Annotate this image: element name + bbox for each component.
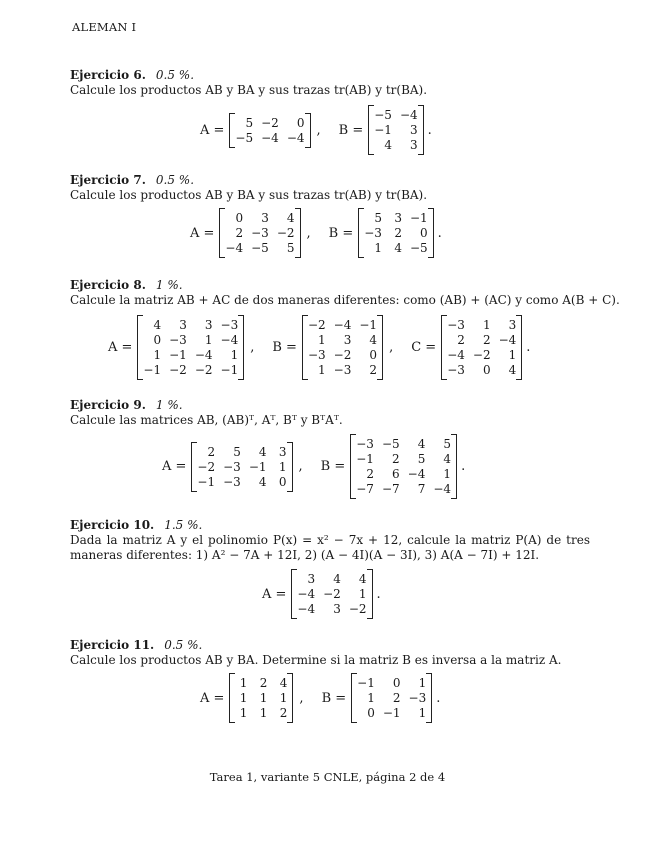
matrix-entry: 1	[239, 676, 248, 690]
matrix-entry: −2	[307, 318, 326, 332]
matrix-entry: 1	[239, 691, 248, 705]
matrix-entry: 5	[374, 211, 382, 225]
exercise-number: Ejercicio 8.	[70, 278, 146, 292]
matrix-entry: 2	[392, 452, 400, 466]
matrix-entry: −4	[407, 467, 426, 481]
matrix-name: A =	[108, 340, 133, 355]
matrix-entry: −5	[251, 241, 269, 255]
matrix-entry: 3	[343, 333, 352, 347]
matrix-punctuation: .	[376, 586, 381, 602]
exercise-title	[70, 278, 183, 292]
matrix-entry: −1	[197, 474, 216, 489]
matrix-entry: −3	[307, 348, 326, 362]
exercise-title	[70, 518, 202, 532]
matrix-entry: 2	[366, 467, 374, 481]
matrix-name: B =	[321, 690, 347, 706]
matrix-entry: −1	[382, 706, 401, 720]
matrix-entry: 5	[286, 241, 295, 255]
matrix	[219, 209, 300, 257]
matrix-entry: −3	[333, 363, 352, 377]
matrix-entry: 1	[239, 706, 248, 720]
matrix-entry: 2	[369, 363, 378, 377]
matrix-entry: −4	[194, 348, 213, 362]
exercise-points: 1.5 %.	[164, 518, 203, 532]
matrix-entry: −4	[297, 587, 316, 601]
running-head: ALEMAN I	[72, 20, 137, 34]
exercise-points: 1 %.	[155, 278, 183, 292]
matrix-entry: −1	[169, 348, 187, 362]
matrix-entry: −2	[323, 587, 341, 601]
matrix-entry: −3	[447, 318, 465, 332]
exercise-statement: Calcule las matrices AB, (AB)ᵀ, Aᵀ, Bᵀ y BᵀAᵀ.	[70, 413, 343, 427]
matrix-entry: −3	[223, 474, 241, 489]
matrix-punctuation: .	[437, 225, 442, 241]
matrix-entry: −1	[248, 459, 267, 474]
matrix-entry: 0	[278, 474, 287, 489]
matrix-entry: −1	[143, 363, 162, 377]
matrix-entry: 3	[261, 211, 269, 225]
matrix-entry: 3	[410, 123, 418, 137]
matrix-entry: 0	[420, 226, 428, 240]
exercise-statement: Dada la matriz A y el polinomio P(x) = x² − 7x + 12, calcule la matriz P(A) de tres maneras diferentes: 1) A² − 7A + 12I, 2) (A − 4I)(A − 3I), 3) A(A − 7I) + 12I.	[70, 533, 590, 562]
matrix-entry: 5	[417, 452, 426, 466]
matrix-entry: −7	[356, 482, 374, 496]
exercise-points: 0.5 %.	[164, 638, 203, 652]
matrix	[358, 209, 433, 257]
matrix-name: C =	[411, 340, 437, 355]
matrix-entry: 3	[278, 444, 287, 459]
matrix-entry: 4	[286, 211, 295, 225]
matrix-entry: 6	[392, 467, 400, 481]
equation-line	[190, 209, 442, 257]
matrix-entry: 1	[259, 691, 268, 705]
matrix-name: B =	[320, 459, 346, 474]
matrix	[441, 316, 522, 379]
matrix-entry: −3	[169, 333, 187, 347]
matrix-entry: −2	[197, 459, 216, 474]
exercise-statement: Calcule los productos AB y BA. Determine si la matriz B es inversa a la matriz A.	[70, 653, 562, 667]
matrix-entry: −4	[261, 130, 279, 145]
matrix	[302, 316, 383, 379]
matrix	[291, 570, 372, 618]
matrix-entry: 1	[153, 348, 162, 362]
matrix-name: B =	[328, 225, 354, 241]
matrix-entry: 2	[392, 691, 401, 705]
page-footer: Tarea 1, variante 5 CNLE, página 2 de 4	[209, 770, 446, 784]
matrix-entry: −1	[374, 123, 392, 137]
exercise-points: 1 %.	[155, 398, 183, 412]
matrix-entry: −1	[409, 211, 428, 225]
matrix-entry: 1	[418, 676, 427, 690]
matrix-entry: −2	[276, 226, 295, 240]
exercise-number: Ejercicio 7.	[70, 173, 146, 187]
matrix-entry: −5	[235, 130, 254, 145]
matrix	[229, 674, 293, 722]
matrix-entry: −4	[333, 318, 352, 332]
exercise-title	[70, 638, 202, 652]
matrix-entry: −5	[409, 241, 428, 255]
matrix-name: A =	[200, 122, 225, 138]
matrix-entry: 2	[207, 444, 216, 459]
matrix-entry: −3	[220, 318, 239, 332]
matrix-entry: −4	[399, 108, 418, 122]
exercise-statement: Calcule la matriz AB + AC de dos maneras diferentes: como (AB) + (AC) y como A(B + C).	[70, 293, 620, 307]
matrix-entry: 1	[418, 706, 427, 720]
matrix-entry: 3	[204, 318, 213, 332]
matrix-entry: −4	[297, 602, 316, 616]
matrix-entry: 1	[318, 363, 326, 377]
matrix-name: A =	[262, 586, 287, 602]
matrix-entry: −3	[408, 691, 427, 705]
matrix-entry: −1	[357, 676, 375, 690]
matrix-entry: 4	[508, 363, 517, 377]
equation-line	[200, 674, 440, 722]
matrix-entry: 1	[482, 318, 491, 332]
matrix-entry: 1	[230, 348, 239, 362]
matrix-entry: 4	[394, 241, 402, 255]
matrix-entry: −4	[498, 333, 517, 347]
matrix-entry: 3	[508, 318, 517, 332]
matrix	[351, 674, 432, 722]
matrix-entry: 4	[443, 452, 452, 466]
matrix-entry: 0	[235, 211, 244, 225]
matrix-punctuation: ,	[316, 122, 321, 138]
matrix	[191, 443, 292, 491]
matrix-entry: 0	[153, 333, 162, 347]
matrix-punctuation: ,	[250, 340, 255, 355]
matrix	[350, 435, 457, 498]
matrix-name: A =	[162, 459, 187, 474]
matrix-entry: 5	[443, 437, 452, 451]
exercise-points: 0.5 %.	[155, 173, 195, 187]
matrix-name: A =	[190, 225, 215, 241]
exercise-statement: Calcule los productos AB y BA y sus trazas tr(AB) y tr(BA).	[70, 83, 428, 97]
matrix-entry: −3	[223, 459, 241, 474]
matrix-entry: −4	[220, 333, 239, 347]
matrix-entry: 1	[358, 587, 367, 601]
exercise-statement: Calcule los productos AB y BA y sus trazas tr(AB) y tr(BA).	[70, 188, 428, 202]
matrix-entry: −3	[356, 437, 374, 451]
matrix-entry: 4	[333, 572, 341, 586]
matrix-entry: 4	[369, 333, 378, 347]
matrix-entry: 4	[258, 444, 267, 459]
matrix-punctuation: .	[436, 690, 441, 706]
matrix-entry: 5	[245, 115, 254, 130]
matrix-entry: 3	[410, 138, 418, 152]
matrix-entry: 3	[179, 318, 187, 332]
matrix-name: B =	[272, 340, 297, 355]
equation-line	[108, 316, 530, 379]
matrix-entry: 1	[259, 706, 268, 720]
matrix-entry: −2	[472, 348, 491, 362]
matrix-entry: 5	[233, 444, 241, 459]
matrix-entry: 3	[394, 211, 402, 225]
matrix-entry: −2	[333, 348, 352, 362]
matrix-punctuation: .	[526, 340, 531, 355]
matrix-entry: 1	[279, 691, 288, 705]
matrix-entry: −5	[374, 108, 392, 122]
matrix-entry: 4	[358, 572, 367, 586]
matrix-entry: −1	[356, 452, 374, 466]
exercise-number: Ejercicio 6.	[70, 68, 146, 82]
matrix	[368, 106, 423, 154]
matrix-punctuation: .	[427, 122, 432, 138]
matrix-entry: 1	[374, 241, 382, 255]
equation-line	[262, 570, 381, 618]
exercise-number: Ejercicio 11.	[70, 638, 155, 652]
matrix-entry: 0	[367, 706, 375, 720]
exercise-title	[70, 173, 194, 187]
matrix-entry: 2	[279, 706, 288, 720]
exercise-title	[70, 68, 194, 82]
matrix-entry: 2	[235, 226, 244, 240]
matrix-entry: 2	[259, 676, 268, 690]
matrix-entry: −1	[359, 318, 378, 332]
matrix-entry: −5	[381, 437, 400, 451]
matrix-punctuation: ,	[298, 459, 303, 474]
matrix-entry: 0	[369, 348, 378, 362]
matrix-entry: −2	[348, 602, 367, 616]
matrix-entry: 1	[367, 691, 375, 705]
matrix-entry: 2	[394, 226, 402, 240]
matrix-punctuation: .	[461, 459, 466, 474]
matrix-entry: 0	[296, 115, 305, 130]
matrix-entry: −4	[225, 241, 244, 255]
matrix-entry: −4	[447, 348, 465, 362]
exercise-number: Ejercicio 9.	[70, 398, 146, 412]
matrix-entry: 4	[153, 318, 162, 332]
exercise-points: 0.5 %.	[155, 68, 195, 82]
equation-line	[200, 106, 432, 154]
matrix	[229, 114, 310, 147]
matrix-entry: −3	[364, 226, 382, 240]
exercise-title	[70, 398, 183, 412]
matrix-entry: 3	[307, 572, 316, 586]
matrix-entry: −3	[447, 363, 465, 377]
matrix-entry: 1	[278, 459, 287, 474]
matrix-entry: 1	[204, 333, 213, 347]
matrix-name: B =	[338, 122, 364, 138]
matrix-punctuation: ,	[299, 690, 304, 706]
matrix-entry: 7	[417, 482, 426, 496]
matrix-entry: 4	[279, 676, 288, 690]
matrix-entry: 2	[482, 333, 491, 347]
matrix-punctuation: ,	[389, 340, 394, 355]
matrix-entry: −2	[261, 115, 279, 130]
matrix-entry: 4	[258, 474, 267, 489]
matrix-entry: 1	[318, 333, 326, 347]
matrix-entry: 4	[417, 437, 426, 451]
matrix-entry: 4	[384, 138, 392, 152]
matrix-entry: 0	[482, 363, 491, 377]
matrix-entry: −4	[433, 482, 452, 496]
matrix-entry: 0	[392, 676, 401, 690]
matrix-entry: 2	[457, 333, 465, 347]
matrix-entry: 1	[443, 467, 452, 481]
matrix-entry: −3	[251, 226, 269, 240]
matrix-entry: −4	[286, 130, 305, 145]
equation-line	[162, 435, 465, 498]
matrix-entry: −1	[220, 363, 239, 377]
exercise-number: Ejercicio 10.	[70, 518, 155, 532]
matrix-entry: −2	[194, 363, 213, 377]
matrix-entry: −7	[381, 482, 400, 496]
matrix-punctuation: ,	[306, 225, 311, 241]
matrix-name: A =	[200, 690, 225, 706]
matrix	[137, 316, 244, 379]
matrix-entry: 3	[333, 602, 341, 616]
matrix-entry: −2	[169, 363, 187, 377]
matrix-entry: 1	[508, 348, 517, 362]
